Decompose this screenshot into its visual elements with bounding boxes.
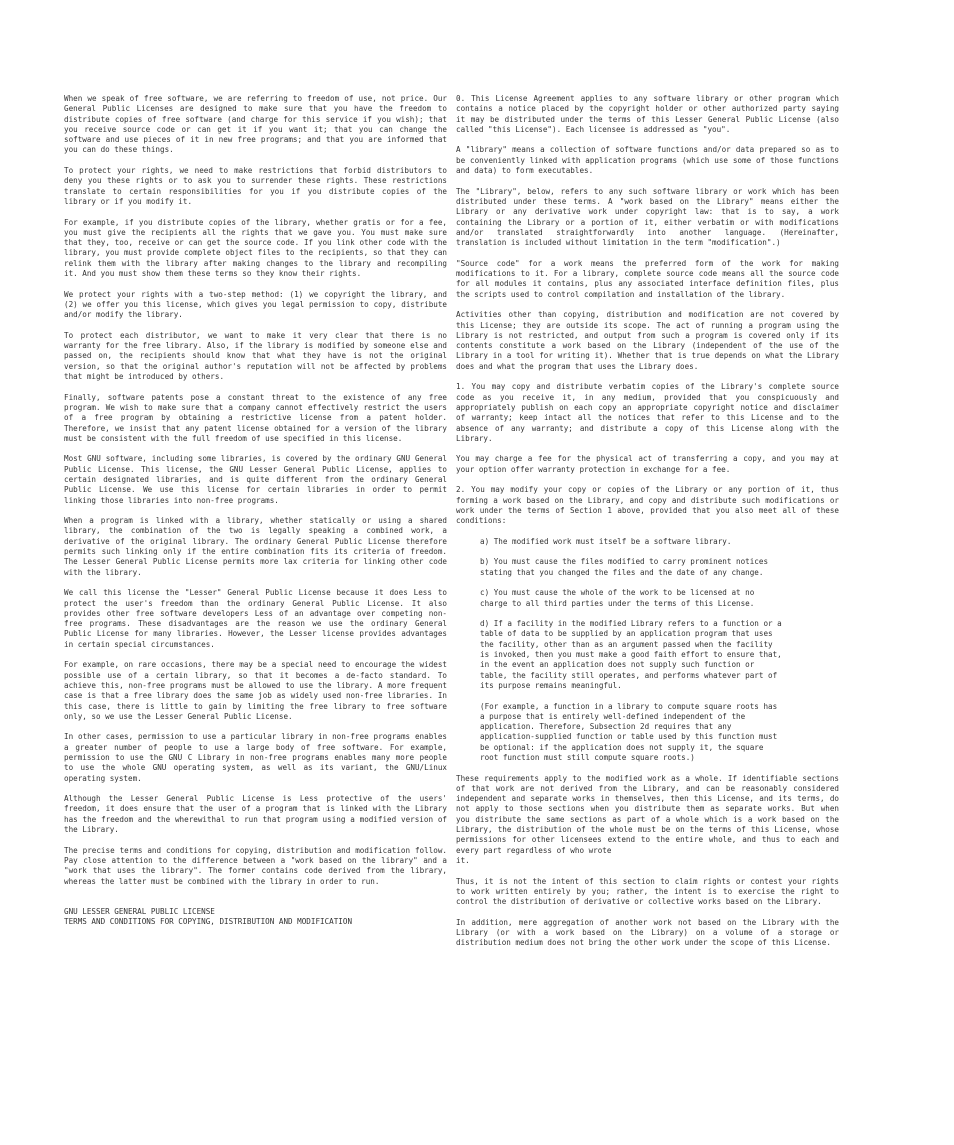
paragraph: 1. You may copy and distribute verbatim copies of the Library's complete source code as you receive it, in any medium, provided that you conspicuously and appropriately publish on each copy an appropriate copyright notice and disclaimer of warranty; keep intact all the notices that refer to this License and to the absence of any warranty; and distribute a copy of this License along with the Library. [456,382,839,443]
paragraph: When a program is linked with a library, whether statically or using a shared library, the combination of the two is legally speaking a combined work, a derivative of the original library. The ordinary General Public License therefore permits such linking only if the entire combination fits its criteria of freedom. The Lesser General Public License permits more lax criteria for linking other code with the library. [64,516,447,577]
paragraph: To protect your rights, we need to make restrictions that forbid distributors to deny you these rights or to ask you to surrender these rights. These restrictions translate to certain responsibilities for you if you distribute copies of the library or if you modify it. [64,166,447,206]
condition-item: c) You must cause the whole of the work to be licensed at no charge to all third parties under the terms of this License. [480,588,755,608]
license-title: GNU LESSER GENERAL PUBLIC LICENSE [64,907,215,917]
paragraph: To protect each distributor, we want to make it very clear that there is no warranty for the free library. Also, if the library is modified by someone else and passed on, the recipients should know that what they have is not the original version, so that the original author's reputation will not be affected by problems that might be introduced by others. [64,330,447,382]
paragraph: We protect your rights with a two-step method: (1) we copyright the library, and (2) we offer you this license, which gives you legal permission to copy, distribute and/or modify the library. [64,289,447,320]
paragraph: Finally, software patents pose a constant threat to the existence of any free program. We wish to make sure that a company cannot effectively restrict the users of a free program by obtaining a restrictive license from a patent holder. Therefore, we insist that any patent license obtained for a version of the library must be consistent with the full freedom of use specified in this license. [64,392,447,443]
paragraph: 2. You may modify your copy or copies of the Library or any portion of it, thus forming a work based on the Library, and copy and distribute such modifications or work under the terms of Section 1 above, provided that you also meet all of these conditions: [456,485,839,526]
paragraph: 0. This License Agreement applies to any software library or other program which contains a notice placed by the copyright holder or other authorized party saying it may be distributed under the terms of this Lesser General Public License (also called "this License"). Each licensee is addressed as "you". [456,94,839,134]
paragraph: For example, on rare occasions, there may be a special need to encourage the widest possible use of a certain library, so that it becomes a de-facto standard. To achieve this, non-free programs must be allowed to use the library. A more frequent case is that a free library does the same job as widely used non-free libraries. In this case, there is little to gain by limiting the free library to free software only, so we use the Lesser General Public License. [64,660,447,721]
paragraph: Most GNU software, including some libraries, is covered by the ordinary GNU General Public License. This license, the GNU Lesser General Public License, applies to certain designated libraries, and is quite different from the ordinary General Public License. We use this license for certain libraries in order to permit linking those libraries into non-free programs. [64,454,447,505]
paragraph: "Source code" for a work means the preferred form of the work for making modifications to it. For a library, complete source code means all the source code for all modules it contains, plus any associated interface definition files, plus the scripts used to control compilation and installation of the library. [456,258,839,299]
paragraph: When we speak of free software, we are referring to freedom of use, not price. Our General Public Licenses are designed to make sure that you have the freedom to distribute copies of free software (and charge for this service if you wish); that you receive source code or can get it if you want it; that you can change the software and use pieces of it in new free programs; and that you are informed that you can do these things. [64,94,447,155]
right-column [456,94,839,959]
paragraph: The "Library", below, refers to any such software library or work which has been distributed under these terms. A "work based on the Library" means either the Library or any derivative work under copyright law: that is to say, a work containing the Library or a portion of it, either verbatim or with modifications and/or translated straightforwardly into another language. (Hereinafter, translation is included without limitation in the term "modification".) [456,186,839,248]
paragraph: Although the Lesser General Public License is Less protective of the users' freedom, it does ensure that the user of a program that is linked with the Library has the freedom and the wherewithal to run that program using a modified version of the Library. [64,794,447,835]
paragraph: Activities other than copying, distribution and modification are not covered by this License; they are outside its scope. The act of running a program using the Library is not restricted, and output from such a program is covered only if its contents constitute a work based on the Library (independent of the use of the Library in a tool for writing it). Whether that is true depends on what the Library does and what the program that uses the Library does. [456,310,839,371]
paragraph: In addition, mere aggregation of another work not based on the Library with the Library (or with a work based on the Library) on a volume of a storage or distribution medium does not bring the other work under the scope of this License. [456,917,839,948]
paragraph: The precise terms and conditions for copying, distribution and modification follow. Pay close attention to the difference between a "work based on the library" and a "work that uses the library". The former contains code derived from the library, whereas the latter must be combined with the library in order to run. [64,845,447,886]
paragraph: Thus, it is not the intent of this section to claim rights or contest your rights to work written entirely by you; rather, the intent is to exercise the right to control the distribution of derivative or collective works based on the Library. [456,876,839,907]
paragraph: For example, if you distribute copies of the library, whether gratis or for a fee, you must give the recipients all the rights that we gave you. You must make sure that they, too, receive or can get the source code. If you link other code with the library, you must provide complete object files to the recipients, so that they can relink them with the library after making changes to the library and recompiling it. And you must show them these terms so they know their rights. [64,217,447,279]
condition-item: d) If a facility in the modified Library refers to a function or a table of data to be supplied by an application program that uses the facility, other than as an argument passed when the facility is invoked, then you must make a good faith effort to ensure that, in the event an application does not supply such function or table, the facility still operates, and performs whatever part of its purpose remains meaningful. [480,619,782,690]
condition-item: a) The modified work must itself be a software library. [480,536,732,546]
paragraph: We call this license the "Lesser" General Public License because it does Less to protect the user's freedom than the ordinary General Public License. It also provides other free software developers Less of an advantage over competing non-free programs. These disadvantages are the reason we use the ordinary General Public License for many libraries. However, the Lesser license provides advantages in certain special circumstances. [64,588,447,649]
paragraph: In other cases, permission to use a particular library in non-free programs enables a greater number of people to use a large body of free software. For example, permission to use the GNU C Library in non-free programs enables many more people to use the whole GNU operating system, as well as its variant, the GNU/Linux operating system. [64,732,447,783]
paragraph: These requirements apply to the modified work as a whole. If identifiable sections of that work are not derived from the Library, and can be reasonably considered independent and separate works in themselves, then this License, and its terms, do not apply to those sections when you distribute them as separate works. But when you distribute the same sections as part of a whole which is a work based on the Library, the distribution of the whole must be on the terms of this License, whose permissions for other licensees extend to the entire whole, and thus to each and every part regardless of who wrote it. [456,773,839,865]
terms-heading: TERMS AND CONDITIONS FOR COPYING, DISTRIBUTION AND MODIFICATION [64,917,353,927]
condition-item: b) You must cause the files modified to carry prominent notices stating that you changed the files and the date of any change. [480,557,769,577]
condition-item: (For example, a function in a library to compute square roots has a purpose that is entirely well-defined independent of the application. Therefore, Subsection 2d requires that any application-supplied function or table used by this function must be optional: if the application does not supply it, the square root function must still compute square roots.) [480,701,778,762]
paragraph: You may charge a fee for the physical act of transferring a copy, and you may at your option offer warranty protection in exchange for a fee. [456,454,839,474]
paragraph: A "library" means a collection of software functions and/or data prepared so as to be conveniently linked with application programs (which use some of those functions and data) to form executables. [456,145,839,176]
left-column [64,94,447,928]
